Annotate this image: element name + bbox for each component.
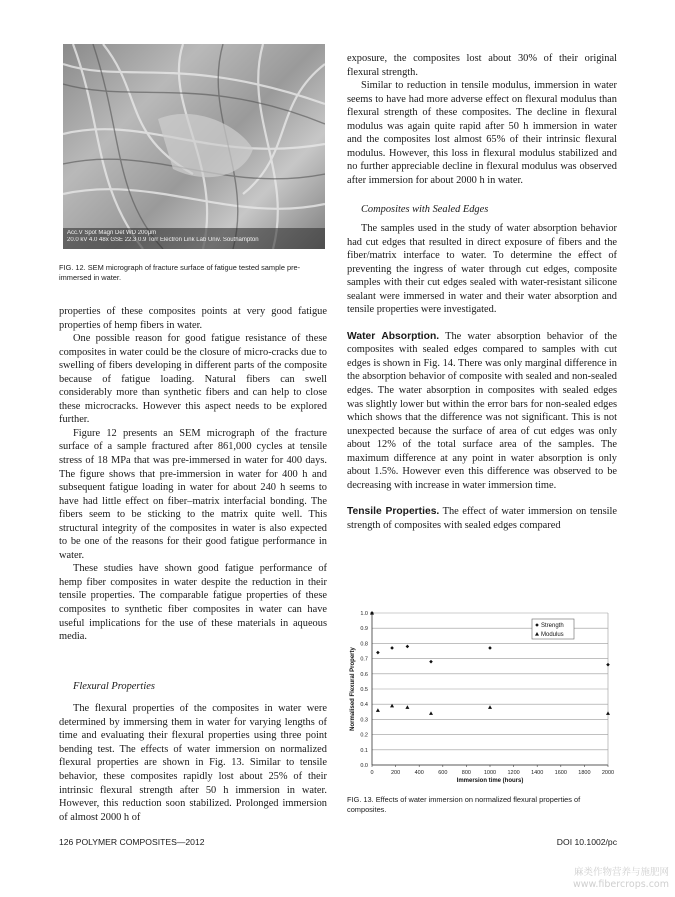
sem-micrograph: [63, 44, 325, 249]
legend-label-modulus: Modulus: [541, 632, 564, 638]
x-tick-label: 1600: [554, 770, 567, 776]
right-paragraph-3: The samples used in the study of water absorption behavior had cut edges that resulted in direct exposure of fibers and the fiber/matrix interface to water. To determine the effect of preventing the ingress of water through cut edges, composite samples with their cut edges sealed with water-resistant silicone sealant were immersed in water and their water absorption and tensile properties were investigated.: [347, 223, 617, 316]
y-tick-label: 0.6: [360, 671, 368, 678]
left-paragraph-4: These studies have shown good fatigue performance of hemp fiber composites in water despite the reduction in their tensile properties. The comparable fatigue properties of these composites to synthetic fiber composites in water can have useful implications for the use of these materials in aqueous media.: [59, 563, 327, 643]
y-tick-label: 1.0: [360, 611, 368, 617]
modulus-point: [376, 708, 380, 712]
figure12-caption: FIG. 12. SEM micrograph of fracture surface of fatigue tested sample pre-immersed in water.: [59, 263, 301, 282]
watermark-line2: www.fibercrops.com: [572, 879, 669, 890]
heading-flexural-properties: Flexural Properties: [73, 680, 155, 692]
y-tick-label: 0.7: [360, 656, 368, 663]
footer-journal: 126 POLYMER COMPOSITES—2012: [59, 837, 205, 847]
micrograph-bar-line1: Acc.V Spot Magn Det WD 200µm: [67, 230, 157, 236]
left-paragraph-5: The flexural properties of the composites in water were determined by immersing them in water for varying lengths of time and evaluating their flexural properties using three point bending test. The effects of water immersion on normalized flexural properties are shown in Fig. 13. Similar to tensile behavior, these composites rapidly lost about 25% of their intrinsic flexural strength after 50 h immersion in water. However, this reduction soon stabilized. Prolonged immersion of almost 2000 h of: [59, 703, 327, 823]
y-tick-label: 0.1: [360, 747, 368, 754]
fiber-texture: [63, 44, 325, 249]
x-tick-label: 800: [461, 770, 471, 776]
legend-label-strength: Strength: [541, 623, 564, 629]
modulus-point: [429, 711, 433, 715]
right-paragraph-4: [347, 330, 617, 493]
runin-water-absorption: Water Absorption.: [347, 330, 440, 342]
watermark-line1: 麻类作物营养与施肥网: [573, 867, 669, 878]
strength-point: [376, 651, 380, 655]
micrograph-bar-line2: 20.0 kV 4.0 48x GSE 22.3 0.9 Torr Electron Link Lab Univ. Southampton: [67, 237, 259, 243]
figure13-chart: [344, 605, 621, 785]
left-paragraph-1: properties of these composites points at very good fatigue properties of hemp fibers in water.: [59, 306, 327, 331]
y-tick-label: 0.8: [360, 641, 368, 648]
heading-sealed-edges: Composites with Sealed Edges: [361, 204, 489, 216]
figure13-caption: FIG. 13. Effects of water immersion on normalized flexural properties of composites.: [347, 795, 581, 814]
y-tick-label: 0.9: [360, 626, 368, 633]
strength-point: [429, 660, 433, 664]
y-tick-label: 0.0: [360, 763, 368, 769]
left-paragraph-2: One possible reason for good fatigue resistance of these composites in water could be the closure of micro-cracks due to swelling of fibers developing in different parts of the composite because of fatigue loading. Natural fibers can swell considerably more than synthetic fibers and can help to close these microcracks. However this aspect needs to be explored further.: [59, 333, 327, 426]
right-paragraph-5: [347, 505, 617, 532]
tensile-properties-text: The effect of water immersion on tensile strength of composites with sealed edges compared: [347, 506, 618, 531]
x-tick-label: 1400: [531, 770, 544, 776]
y-tick-label: 0.4: [360, 702, 368, 709]
x-axis-label: Immersion time (hours): [456, 778, 524, 784]
strength-point: [606, 663, 610, 667]
footer-doi: DOI 10.1002/pc: [556, 837, 617, 847]
x-tick-label: 0: [370, 770, 374, 776]
x-tick-label: 1000: [483, 770, 497, 776]
left-column: [59, 305, 327, 824]
watermark: [573, 867, 669, 891]
right-paragraph-1: exposure, the composites lost about 30% of their original flexural strength.: [347, 53, 617, 78]
strength-point: [488, 646, 492, 650]
y-tick-label: 0.2: [360, 732, 368, 739]
modulus-point: [606, 711, 610, 715]
x-tick-label: 1200: [507, 770, 520, 776]
right-column: [347, 52, 617, 533]
strength-point: [406, 645, 410, 649]
water-absorption-text: The water absorption behavior of the composites with sealed edges compared to samples with cut edges is shown in Fig. 14. There was only marginal difference in the absorption behavior of composite with sealed and non-sealed edges. The water absorption in composites with sealed edges was slightly lower but within the error bars for non-sealed edges which shows that the difference was not significant. This is not unexpected because the surface of area of cut edges was only about 12% of the total surface area of the samples. The maximum difference at any point in water absorption is only about 1.5%. However even this difference was observed to be decreasing with increase in water immersion time.: [347, 330, 617, 491]
left-paragraph-3: Figure 12 presents an SEM micrograph of the fracture surface of a sample fractured after 861,000 cycles at tensile stress of 18 MPa that was pre-immersed in water for 400 days. The figure shows that pre-immersion in water for 400 h and subsequent fatigue loading in water for about 240 h seems to have had little effect on fiber–matrix interfacial bonding. The fibers seem to be sticking to the matrix quite well. This structural integrity of the composites in water is also expected to be one of the reasons for their good fatigue performance in water.: [59, 427, 327, 561]
y-tick-label: 0.3: [360, 717, 368, 724]
runin-tensile-properties: Tensile Properties.: [347, 506, 440, 518]
right-paragraph-2: Similar to reduction in tensile modulus, immersion in water seems to have had more adverse effect on flexural modulus than flexural strength of these composites. The decline in flexural modulus was again quite rapid after 50 h immersion in water and the composites lost almost 65% of their intrinsic flexural modulus. However, this loss in flexural modulus stabilized and no further appreciable decline in flexural modulus was observed after immersion for about 2000 h in water.: [347, 80, 617, 186]
y-axis-label: Normalised Flexural Property: [350, 647, 356, 731]
x-tick-label: 200: [391, 770, 401, 776]
x-tick-label: 400: [414, 770, 424, 776]
y-tick-label: 0.5: [360, 687, 368, 693]
x-tick-label: 600: [438, 770, 448, 776]
modulus-point: [405, 705, 409, 709]
x-tick-label: 1800: [578, 770, 591, 776]
strength-point: [390, 646, 394, 650]
x-tick-label: 2000: [601, 770, 615, 776]
micrograph-info-bar: [63, 228, 325, 249]
modulus-point: [488, 705, 492, 709]
